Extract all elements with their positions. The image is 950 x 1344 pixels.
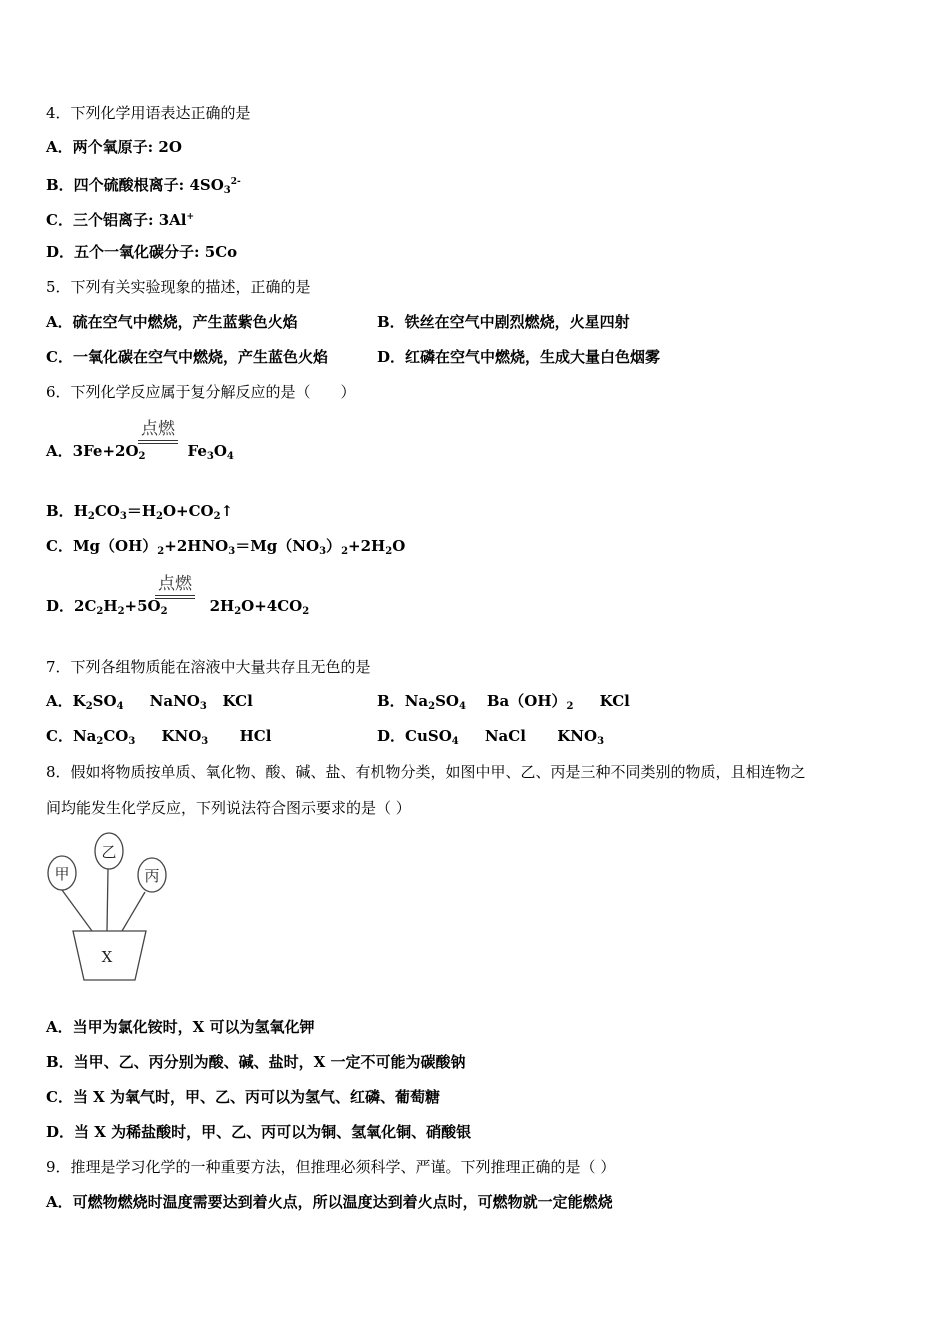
stem-line-yi	[107, 869, 108, 931]
q4-option-b: B．四个硫酸根离子: $4SO_3^{2-}$	[46, 176, 241, 196]
q5-option-c: C．一氧化碳在空气中燃烧，产生蓝色火焰	[46, 348, 328, 366]
q6-stem: 6．下列化学反应属于复分解反应的是（ ）	[46, 383, 356, 401]
q6-option-a: A．$3Fe+2O_2$ $Fe_3O_4$	[46, 442, 234, 462]
q6-option-c: C．$Mg(OH)_2+2HNO_3=Mg(NO_3)_2+2H_2O$	[46, 537, 406, 557]
q7-option-d: D．CuSO$_4$ NaCl $KNO_3$	[377, 727, 605, 747]
q7-option-a: A．$K_2SO_4$ NaNO$_3$ KCl	[46, 692, 253, 712]
q8-option-b: B．当甲、乙、丙分别为酸、碱、盐时，X 一定不可能为碳酸钠	[46, 1053, 466, 1071]
q6-d-condition: 点燃	[155, 569, 195, 599]
q9-option-a: A．可燃物燃烧时温度需要达到着火点，所以温度达到着火点时，可燃物就一定能燃烧	[46, 1193, 613, 1211]
q5-option-b: B．铁丝在空气中剧烈燃烧，火星四射	[377, 313, 630, 331]
q9-stem: 9．推理是学习化学的一种重要方法，但推理必须科学、严谨。下列推理正确的是（ ）	[46, 1158, 616, 1176]
q4-stem: 4．下列化学用语表达正确的是	[46, 104, 251, 122]
q8-stem-line1: 8．假如将物质按单质、氧化物、酸、碱、盐、有机物分类，如图中甲、乙、丙是三种不同类别的物质，且相连物之	[46, 763, 806, 781]
label-bing: 丙	[144, 867, 160, 885]
stem-line-bing	[122, 892, 145, 931]
q8-stem-line2: 间均能发生化学反应，下列说法符合图示要求的是（ ）	[46, 799, 411, 817]
q6-option-b: B．$H_2CO_3=H_2O+CO_2↑$	[46, 502, 234, 522]
q8-option-d: D．当 X 为稀盐酸时，甲、乙、丙可以为铜、氢氧化铜、硝酸银	[46, 1123, 472, 1141]
q7-stem: 7．下列各组物质能在溶液中大量共存且无色的是	[46, 658, 371, 676]
q5-option-d: D．红磷在空气中燃烧，生成大量白色烟雾	[377, 348, 661, 366]
q5-stem: 5．下列有关实验现象的描述，正确的是	[46, 278, 311, 296]
label-yi: 乙	[101, 843, 117, 861]
q6-option-d: D．$2C_2H_2+5O_2$ $2H_2O+4CO_2$	[46, 597, 310, 617]
q8-option-c: C．当 X 为氧气时，甲、乙、丙可以为氢气、红磷、葡萄糖	[46, 1088, 441, 1106]
label-x: X	[101, 948, 113, 966]
label-jia: 甲	[54, 865, 70, 883]
q4-option-a: A．两个氧原子: 2O	[46, 138, 182, 156]
stem-line-jia	[62, 890, 92, 931]
q7-option-c: C．$Na_2CO_3$ $KNO_3$ HCl	[46, 727, 272, 747]
q5-option-a: A．硫在空气中燃烧，产生蓝紫色火焰	[46, 313, 298, 331]
q4-option-c: C．三个铝离子: 3Al+	[46, 211, 195, 229]
q8-diagram	[46, 832, 176, 984]
q6-a-condition: 点燃	[138, 414, 178, 444]
q7-option-b: B．$Na_2SO_4$ $Ba(OH)_2$ KCl	[377, 692, 630, 712]
q8-option-a: A．当甲为氯化铵时，X 可以为氢氧化钾	[46, 1018, 315, 1036]
q4-option-d: D．五个一氧化碳分子: 5Co	[46, 243, 238, 261]
